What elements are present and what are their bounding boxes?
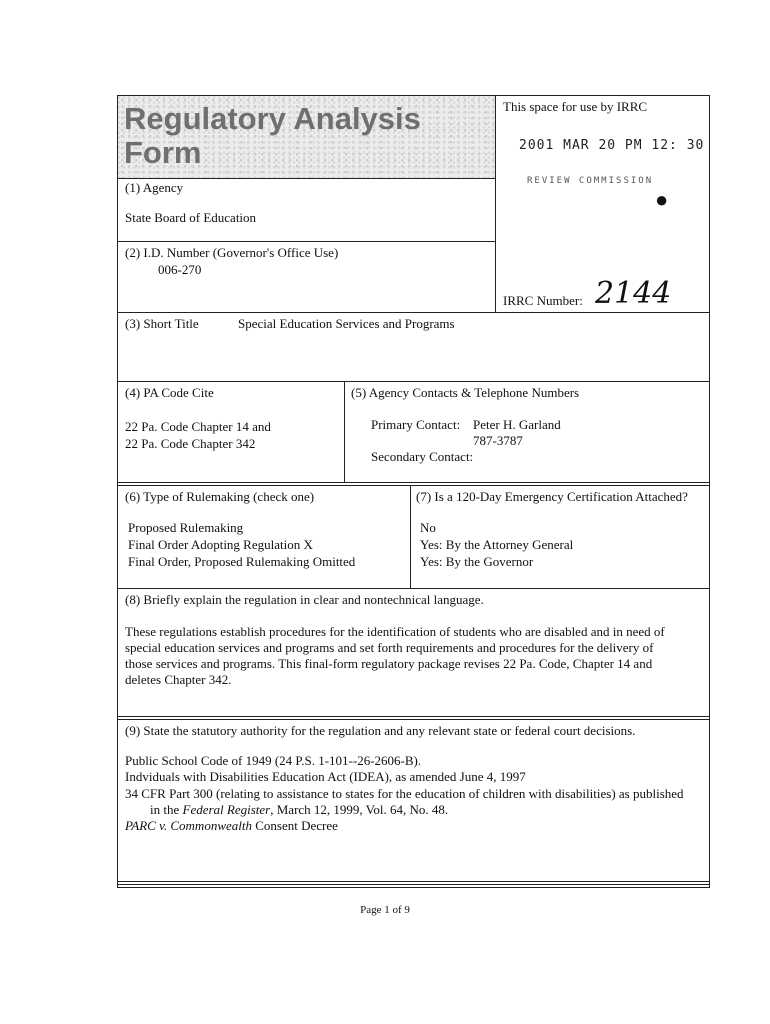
id-number-value: 006-270 [158,262,202,277]
emergency-option-2: Yes: By the Attorney General [420,537,574,552]
authority-line-4: in the Federal Register, March 12, 1999, Vol. 64, No. 48. [150,802,449,817]
rulemaking-label: (6) Type of Rulemaking (check one) [125,489,315,504]
authority-line-1: Public School Code of 1949 (24 P.S. 1-101--26-2606-B). [125,753,422,768]
explain-line-2: special education services and programs and set forth requirements and procedures for the delivery of [125,640,654,655]
short-title-label: (3) Short Title [125,316,199,331]
pa-code-line-1: 22 Pa. Code Chapter 14 and [125,419,271,434]
agency-label: (1) Agency [125,180,184,195]
agency-value: State Board of Education [125,210,257,225]
id-number-label: (2) I.D. Number (Governor's Office Use) [125,245,339,260]
irrc-number-label: IRRC Number: [503,293,583,308]
regulatory-analysis-form [117,95,710,888]
rulemaking-option-1: Proposed Rulemaking [128,520,244,535]
primary-contact-label: Primary Contact: [371,417,461,432]
explain-label: (8) Briefly explain the regulation in clear and nontechnical language. [125,592,484,607]
emergency-label: (7) Is a 120-Day Emergency Certification Attached? [416,489,688,504]
emergency-option-3: Yes: By the Governor [420,554,534,569]
emergency-option-1: No [420,520,436,535]
page-number: Page 1 of 9 [360,904,410,916]
title-block [118,96,495,178]
rulemaking-option-2: Final Order Adopting Regulation X [128,537,313,552]
stamp-mark: ● [655,187,669,212]
irrc-box [495,96,709,312]
contacts-label: (5) Agency Contacts & Telephone Numbers [351,385,580,400]
irrc-box-label: This space for use by IRRC [503,99,648,114]
pa-code-label: (4) PA Code Cite [125,385,214,400]
explain-line-1: These regulations establish procedures for the identification of students who are disabled and in need of [125,624,665,639]
primary-contact-phone: 787-3787 [473,433,523,448]
rulemaking-option-3: Final Order, Proposed Rulemaking Omitted [128,554,356,569]
received-stamp-date: 2001 MAR 20 PM 12: 30 [519,138,705,153]
explain-line-3: those services and programs. This final-form regulatory package revises 22 Pa. Code, Chapter 14 and [125,656,653,671]
received-stamp-text: REVIEW COMMISSION [527,176,654,186]
authority-line-5: PARC v. Commonwealth Consent Decree [125,818,338,833]
authority-line-2: Indviduals with Disabilities Education Act (IDEA), as amended June 4, 1997 [125,769,526,784]
form-title: Regulatory Analysis Form [124,101,421,170]
irrc-number-handwritten: 2144 [595,276,672,311]
authority-line-3: 34 CFR Part 300 (relating to assistance to states for the education of children with disabilities) as published [125,786,684,801]
authority-label: (9) State the statutory authority for the regulation and any relevant state or federal court decisions. [125,723,636,738]
short-title-value: Special Education Services and Programs [238,316,455,331]
secondary-contact-label: Secondary Contact: [371,449,474,464]
explain-line-4: deletes Chapter 342. [125,672,232,687]
primary-contact-name: Peter H. Garland [473,417,561,432]
pa-code-line-2: 22 Pa. Code Chapter 342 [125,436,256,451]
